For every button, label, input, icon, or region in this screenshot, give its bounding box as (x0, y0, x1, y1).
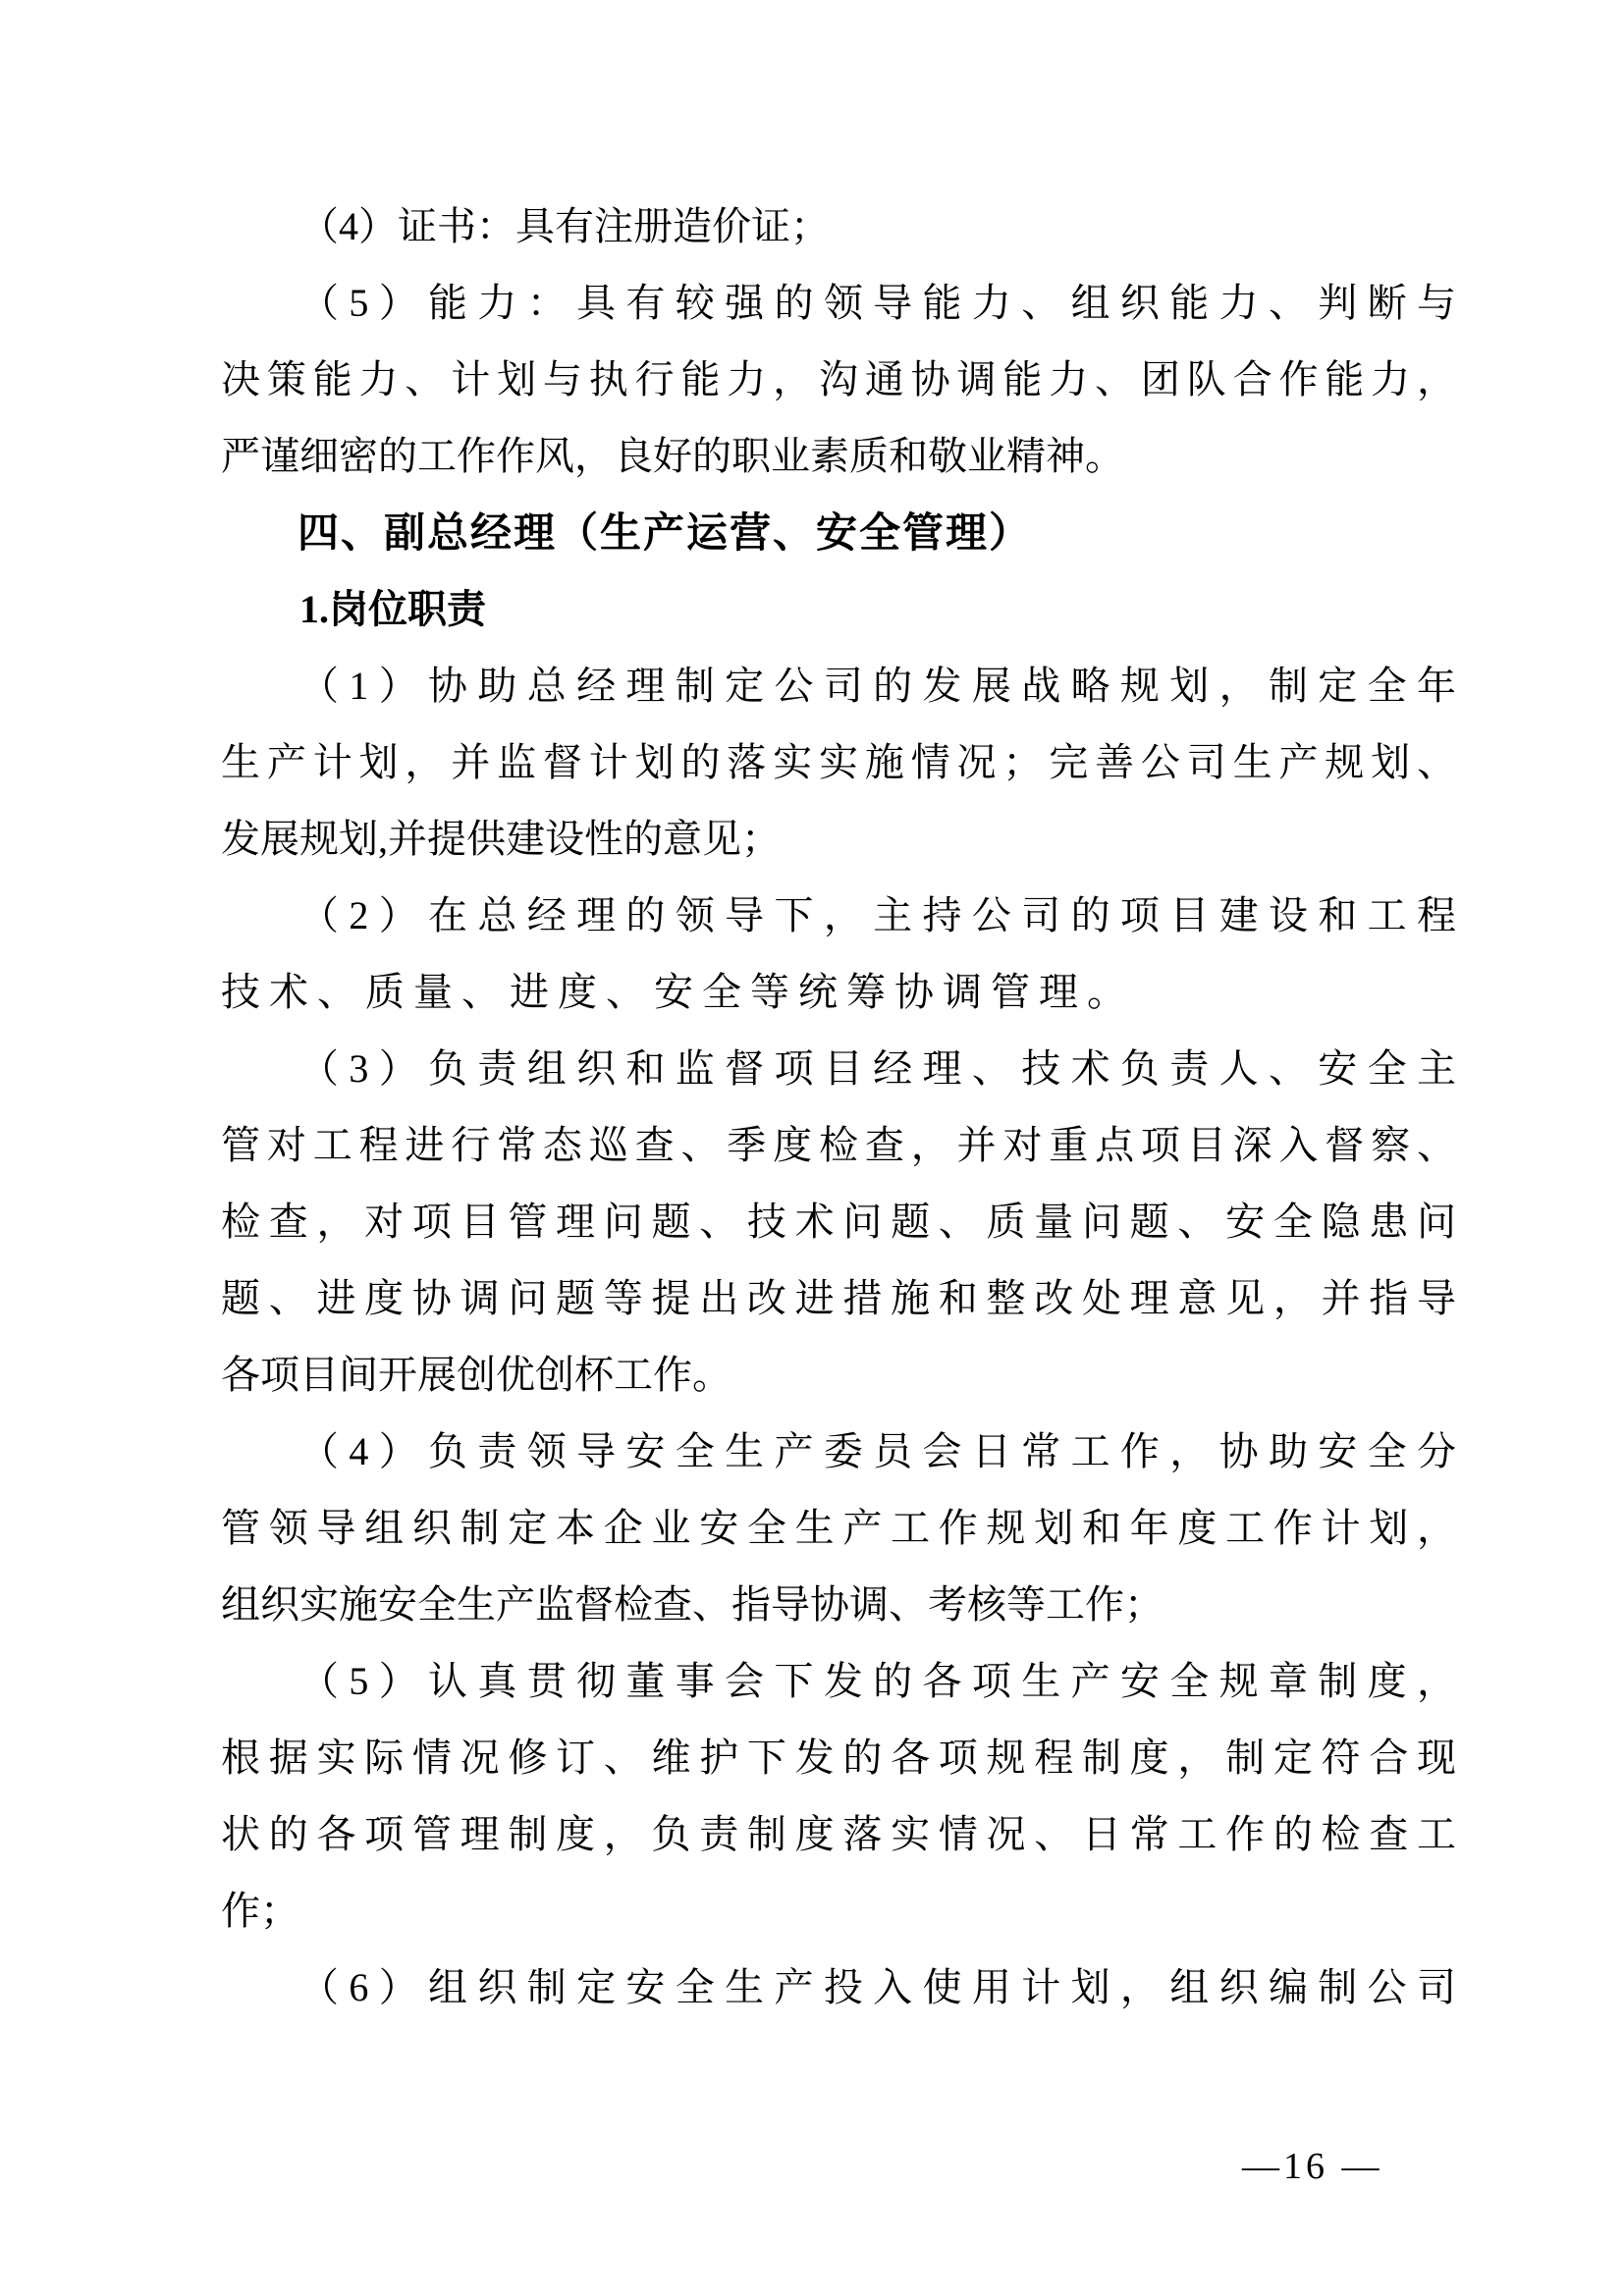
body-line: 题、进度协调问题等提出改进措施和整改处理意见，并指导 (221, 1276, 1456, 1320)
body-line: （4）负责领导安全生产委员会日常工作，协助安全分 (299, 1429, 1456, 1473)
body-line: 根据实际情况修订、维护下发的各项规程制度，制定符合现 (221, 1735, 1456, 1780)
body-line: （5）认真贯彻董事会下发的各项生产安全规章制度， (299, 1659, 1456, 1703)
body-line: 作； (221, 1889, 299, 1933)
body-line: 管对工程进行常态巡查、季度检查，并对重点项目深入督察、 (221, 1123, 1456, 1167)
body-line: 决策能力、计划与执行能力，沟通协调能力、团队合作能力， (221, 357, 1456, 401)
body-line: 管领导组织制定本企业安全生产工作规划和年度工作计划， (221, 1506, 1456, 1550)
body-line: 各项目间开展创优创杯工作。 (221, 1353, 731, 1397)
page-number: —16 — (1242, 2146, 1383, 2187)
subsection-heading: 1.岗位职责 (299, 587, 486, 631)
document-body (221, 188, 1456, 2026)
body-line: （2）在总经理的领导下，主持公司的项目建设和工程 (299, 893, 1456, 937)
body-line: 状的各项管理制度，负责制度落实情况、日常工作的检查工 (221, 1812, 1456, 1856)
body-line: （1）协助总经理制定公司的发展战略规划，制定全年 (299, 664, 1456, 708)
body-line: 技术、质量、进度、安全等统筹协调管理。 (221, 970, 1135, 1014)
body-line: 生产计划，并监督计划的落实实施情况；完善公司生产规划、 (221, 740, 1456, 784)
body-line: 严谨细密的工作作风，良好的职业素质和敬业精神。 (221, 434, 1124, 478)
body-line: （3）负责组织和监督项目经理、技术负责人、安全主 (299, 1046, 1456, 1091)
body-line: 检查，对项目管理问题、技术问题、质量问题、安全隐患问 (221, 1200, 1456, 1244)
body-line: 组织实施安全生产监督检查、指导协调、考核等工作； (221, 1582, 1164, 1627)
body-line: （6）组织制定安全生产投入使用计划，组织编制公司 (299, 1965, 1456, 2009)
body-line: （4）证书：具有注册造价证； (299, 204, 830, 248)
section-heading: 四、副总经理（生产运营、安全管理） (298, 509, 1033, 556)
body-line: 发展规划,并提供建设性的意见； (221, 817, 781, 861)
body-line: （5）能力：具有较强的领导能力、组织能力、判断与 (299, 281, 1456, 325)
